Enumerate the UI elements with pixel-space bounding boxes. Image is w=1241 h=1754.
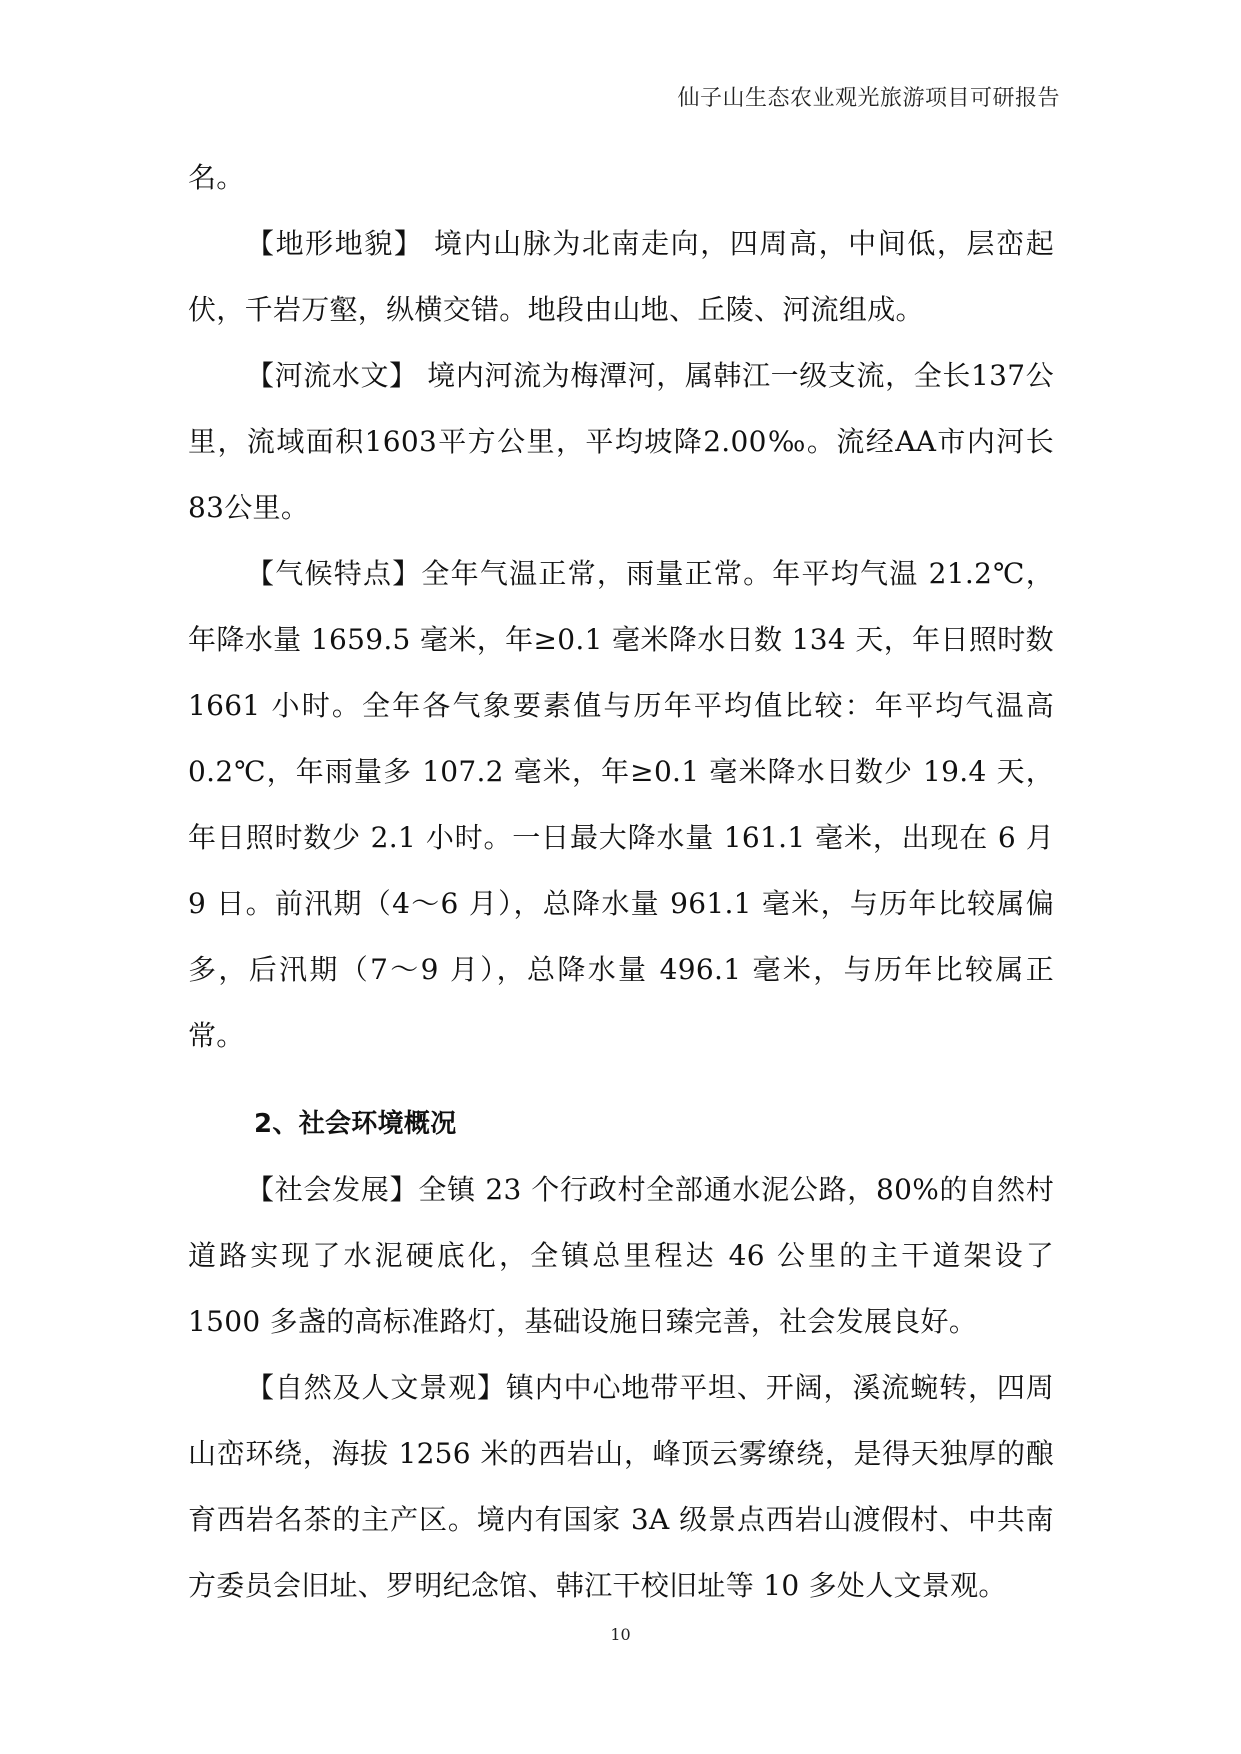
paragraph-social-development: 【社会发展】全镇 23 个行政村全部通水泥公路，80%的自然村道路实现了水泥硬底化，全镇总里程达 46 公里的主干道架设了 1500 多盏的高标准路灯，基础设施日臻完善，社会发展良好。 bbox=[188, 1173, 1054, 1338]
running-header-title: 仙子山生态农业观光旅游项目可研报告 bbox=[677, 86, 1060, 111]
paragraph-river-hydrology: 【河流水文】 境内河流为梅潭河，属韩江一级支流，全长137公里，流域面积1603平方公里，平均坡降2.00‰。流经AA市内河长83公里。 bbox=[188, 359, 1054, 524]
paragraph-scenery: 【自然及人文景观】镇内中心地带平坦、开阔，溪流蜿转，四周山峦环绕，海拔 1256 米的西岩山，峰顶云雾缭绕，是得天独厚的酿育西岩名茶的主产区。境内有国家 3A 级景点西岩山渡假村、中共南方委员会旧址、罗明纪念馆、韩江干校旧址等 10 多处人文景观。 bbox=[188, 1371, 1054, 1602]
paragraph-terrain: 【地形地貌】 境内山脉为北南走向，四周高，中间低，层峦起伏，千岩万壑，纵横交错。地段由山地、丘陵、河流组成。 bbox=[188, 227, 1054, 326]
section-heading-social-environment: 2、社会环境概况 bbox=[254, 1109, 457, 1139]
page-number: 10 bbox=[610, 1625, 631, 1644]
paragraph-continuation: 名。 bbox=[188, 161, 245, 194]
page-body bbox=[188, 145, 1054, 1619]
header-divider bbox=[186, 128, 1060, 129]
paragraph-climate: 【气候特点】全年气温正常，雨量正常。年平均气温 21.2℃，年降水量 1659.5 毫米，年≥0.1 毫米降水日数 134 天，年日照时数 1661 小时。全年各气象要素值与历年平均值比较：年平均气温高 0.2℃，年雨量多 107.2 毫米，年≥0.1 毫米降水日数少 19.4 天，年日照时数少 2.1 小时。一日最大降水量 161.1 毫米，出现在 6 月 9 日。前汛期（4～6 月），总降水量 961.1 毫米，与历年比较属偏多，后汛期（7～9 月），总降水量 496.1 毫米，与历年比较属正常。 bbox=[188, 557, 1054, 1052]
